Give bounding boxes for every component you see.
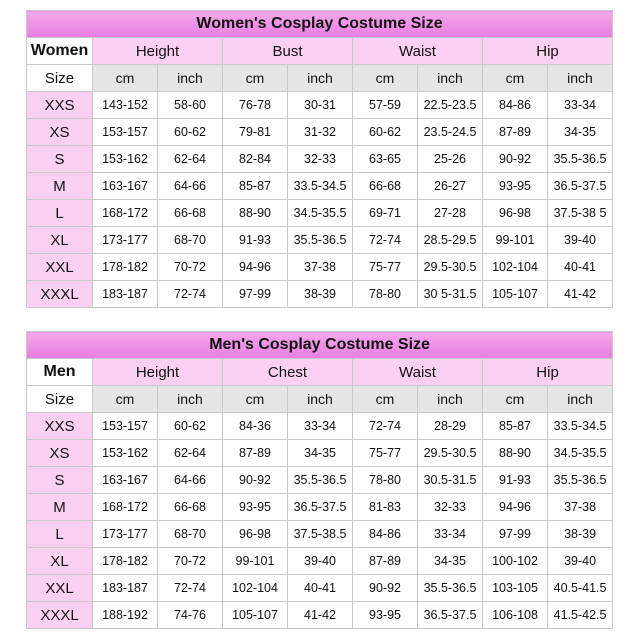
measurement-cell: 72-74 [353,227,418,254]
women-unit-header: cm [483,65,548,92]
measurement-cell: 105-107 [223,602,288,629]
measurement-cell: 94-96 [483,494,548,521]
measurement-cell: 34.5-35.5 [288,200,353,227]
measurement-cell: 35.5-36.5 [548,146,613,173]
measurement-cell: 85-87 [483,413,548,440]
men-unit-header: inch [548,386,613,413]
measurement-cell: 70-72 [158,548,223,575]
measurement-cell: 84-86 [483,92,548,119]
measurement-cell: 84-86 [353,521,418,548]
measurement-cell: 40-41 [288,575,353,602]
measurement-cell: 32-33 [288,146,353,173]
women-size-label: Size [27,65,93,92]
measurement-cell: 34-35 [548,119,613,146]
measurement-cell: 25-26 [418,146,483,173]
measurement-cell: 72-74 [158,281,223,308]
measurement-cell: 168-172 [93,200,158,227]
table-row [27,413,613,440]
size-cell: L [27,200,93,227]
measurement-cell: 27-28 [418,200,483,227]
measurement-cell: 60-62 [158,413,223,440]
measurement-cell: 90-92 [483,146,548,173]
measurement-cell: 102-104 [223,575,288,602]
men-label: Men [27,359,93,386]
table-row [27,281,613,308]
measurement-cell: 64-66 [158,467,223,494]
measurement-cell: 33-34 [418,521,483,548]
measurement-cell: 36.5-37.5 [288,494,353,521]
measurement-cell: 90-92 [353,575,418,602]
measurement-cell: 173-177 [93,227,158,254]
table-row [27,119,613,146]
women-table-title: Women's Cosplay Costume Size [27,11,613,38]
measurement-cell: 102-104 [483,254,548,281]
women-unit-header: inch [158,65,223,92]
measurement-cell: 34-35 [418,548,483,575]
women-label: Women [27,38,93,65]
measurement-cell: 178-182 [93,548,158,575]
measurement-cell: 163-167 [93,467,158,494]
men-size-table [26,331,613,629]
measurement-cell: 78-80 [353,467,418,494]
measurement-cell: 34.5-35.5 [548,440,613,467]
measurement-cell: 72-74 [158,575,223,602]
measurement-cell: 66-68 [353,173,418,200]
table-row [27,200,613,227]
measurement-cell: 76-78 [223,92,288,119]
size-cell: L [27,521,93,548]
measurement-cell: 153-157 [93,119,158,146]
measurement-cell: 60-62 [158,119,223,146]
measurement-cell: 103-105 [483,575,548,602]
measurement-cell: 28-29 [418,413,483,440]
size-cell: XS [27,440,93,467]
table-row [27,254,613,281]
measurement-cell: 34-35 [288,440,353,467]
measurement-cell: 153-162 [93,146,158,173]
women-group-bust: Bust [223,38,353,65]
measurement-cell: 90-92 [223,467,288,494]
measurement-cell: 40-41 [548,254,613,281]
measurement-cell: 33.5-34.5 [288,173,353,200]
measurement-cell: 97-99 [483,521,548,548]
women-unit-header: inch [288,65,353,92]
men-unit-header: cm [93,386,158,413]
measurement-cell: 178-182 [93,254,158,281]
size-cell: XL [27,548,93,575]
women-size-table [26,10,613,308]
measurement-cell: 96-98 [483,200,548,227]
men-group-chest: Chest [223,359,353,386]
measurement-cell: 39-40 [548,548,613,575]
measurement-cell: 32-33 [418,494,483,521]
measurement-cell: 97-99 [223,281,288,308]
measurement-cell: 91-93 [483,467,548,494]
measurement-cell: 68-70 [158,227,223,254]
measurement-cell: 74-76 [158,602,223,629]
table-row [27,467,613,494]
women-unit-header: inch [418,65,483,92]
size-cell: XXXL [27,602,93,629]
size-cell: S [27,467,93,494]
measurement-cell: 69-71 [353,200,418,227]
measurement-cell: 75-77 [353,254,418,281]
men-group-height: Height [93,359,223,386]
measurement-cell: 100-102 [483,548,548,575]
measurement-cell: 66-68 [158,200,223,227]
measurement-cell: 173-177 [93,521,158,548]
table-row [27,92,613,119]
measurement-cell: 153-157 [93,413,158,440]
measurement-cell: 58-60 [158,92,223,119]
table-row [27,227,613,254]
measurement-cell: 168-172 [93,494,158,521]
men-unit-header: inch [418,386,483,413]
women-group-hip: Hip [483,38,613,65]
women-group-height: Height [93,38,223,65]
measurement-cell: 72-74 [353,413,418,440]
measurement-cell: 29.5-30.5 [418,254,483,281]
measurement-cell: 93-95 [223,494,288,521]
measurement-cell: 88-90 [483,440,548,467]
measurement-cell: 40.5-41.5 [548,575,613,602]
table-row [27,575,613,602]
measurement-cell: 22.5-23.5 [418,92,483,119]
measurement-cell: 163-167 [93,173,158,200]
measurement-cell: 41-42 [288,602,353,629]
measurement-cell: 29.5-30.5 [418,440,483,467]
size-cell: XS [27,119,93,146]
measurement-cell: 64-66 [158,173,223,200]
table-row [27,146,613,173]
measurement-cell: 66-68 [158,494,223,521]
men-unit-header: cm [353,386,418,413]
measurement-cell: 68-70 [158,521,223,548]
women-unit-header: cm [93,65,158,92]
men-group-hip: Hip [483,359,613,386]
measurement-cell: 33.5-34.5 [548,413,613,440]
men-group-waist: Waist [353,359,483,386]
size-cell: M [27,494,93,521]
measurement-cell: 87-89 [353,548,418,575]
measurement-cell: 35.5-36.5 [418,575,483,602]
measurement-cell: 33-34 [288,413,353,440]
measurement-cell: 28.5-29.5 [418,227,483,254]
measurement-cell: 38-39 [288,281,353,308]
measurement-cell: 75-77 [353,440,418,467]
men-table-title: Men's Cosplay Costume Size [27,332,613,359]
women-group-waist: Waist [353,38,483,65]
size-cell: XL [27,227,93,254]
table-row [27,440,613,467]
measurement-cell: 62-64 [158,146,223,173]
measurement-cell: 87-89 [483,119,548,146]
measurement-cell: 87-89 [223,440,288,467]
measurement-cell: 106-108 [483,602,548,629]
measurement-cell: 99-101 [483,227,548,254]
measurement-cell: 143-152 [93,92,158,119]
measurement-cell: 60-62 [353,119,418,146]
measurement-cell: 30 5-31.5 [418,281,483,308]
measurement-cell: 79-81 [223,119,288,146]
measurement-cell: 30.5-31.5 [418,467,483,494]
measurement-cell: 31-32 [288,119,353,146]
measurement-cell: 96-98 [223,521,288,548]
measurement-cell: 63-65 [353,146,418,173]
measurement-cell: 88-90 [223,200,288,227]
size-cell: XXXL [27,281,93,308]
measurement-cell: 37-38 [548,494,613,521]
measurement-cell: 105-107 [483,281,548,308]
measurement-cell: 78-80 [353,281,418,308]
men-unit-header: inch [288,386,353,413]
size-cell: S [27,146,93,173]
measurement-cell: 57-59 [353,92,418,119]
measurement-cell: 84-36 [223,413,288,440]
size-cell: XXS [27,413,93,440]
measurement-cell: 30-31 [288,92,353,119]
men-unit-header: cm [223,386,288,413]
women-unit-header: cm [353,65,418,92]
measurement-cell: 36.5-37.5 [418,602,483,629]
measurement-cell: 93-95 [483,173,548,200]
size-cell: XXL [27,575,93,602]
measurement-cell: 35.5-36.5 [288,467,353,494]
men-unit-header: inch [158,386,223,413]
measurement-cell: 183-187 [93,281,158,308]
measurement-cell: 153-162 [93,440,158,467]
measurement-cell: 39-40 [548,227,613,254]
measurement-cell: 23.5-24.5 [418,119,483,146]
measurement-cell: 99-101 [223,548,288,575]
women-unit-header: cm [223,65,288,92]
measurement-cell: 38-39 [548,521,613,548]
measurement-cell: 183-187 [93,575,158,602]
size-cell: XXS [27,92,93,119]
measurement-cell: 41-42 [548,281,613,308]
measurement-cell: 41.5-42.5 [548,602,613,629]
measurement-cell: 26-27 [418,173,483,200]
measurement-cell: 37-38 [288,254,353,281]
table-row [27,602,613,629]
measurement-cell: 188-192 [93,602,158,629]
measurement-cell: 33-34 [548,92,613,119]
measurement-cell: 93-95 [353,602,418,629]
measurement-cell: 37.5-38.5 [288,521,353,548]
men-unit-header: cm [483,386,548,413]
women-unit-header: inch [548,65,613,92]
measurement-cell: 62-64 [158,440,223,467]
size-cell: M [27,173,93,200]
table-row [27,548,613,575]
measurement-cell: 35.5-36.5 [288,227,353,254]
table-row [27,521,613,548]
men-size-label: Size [27,386,93,413]
measurement-cell: 94-96 [223,254,288,281]
measurement-cell: 35.5-36.5 [548,467,613,494]
table-row [27,494,613,521]
measurement-cell: 91-93 [223,227,288,254]
measurement-cell: 82-84 [223,146,288,173]
measurement-cell: 36.5-37.5 [548,173,613,200]
measurement-cell: 81-83 [353,494,418,521]
measurement-cell: 37.5-38 5 [548,200,613,227]
table-row [27,173,613,200]
measurement-cell: 39-40 [288,548,353,575]
measurement-cell: 85-87 [223,173,288,200]
size-cell: XXL [27,254,93,281]
measurement-cell: 70-72 [158,254,223,281]
